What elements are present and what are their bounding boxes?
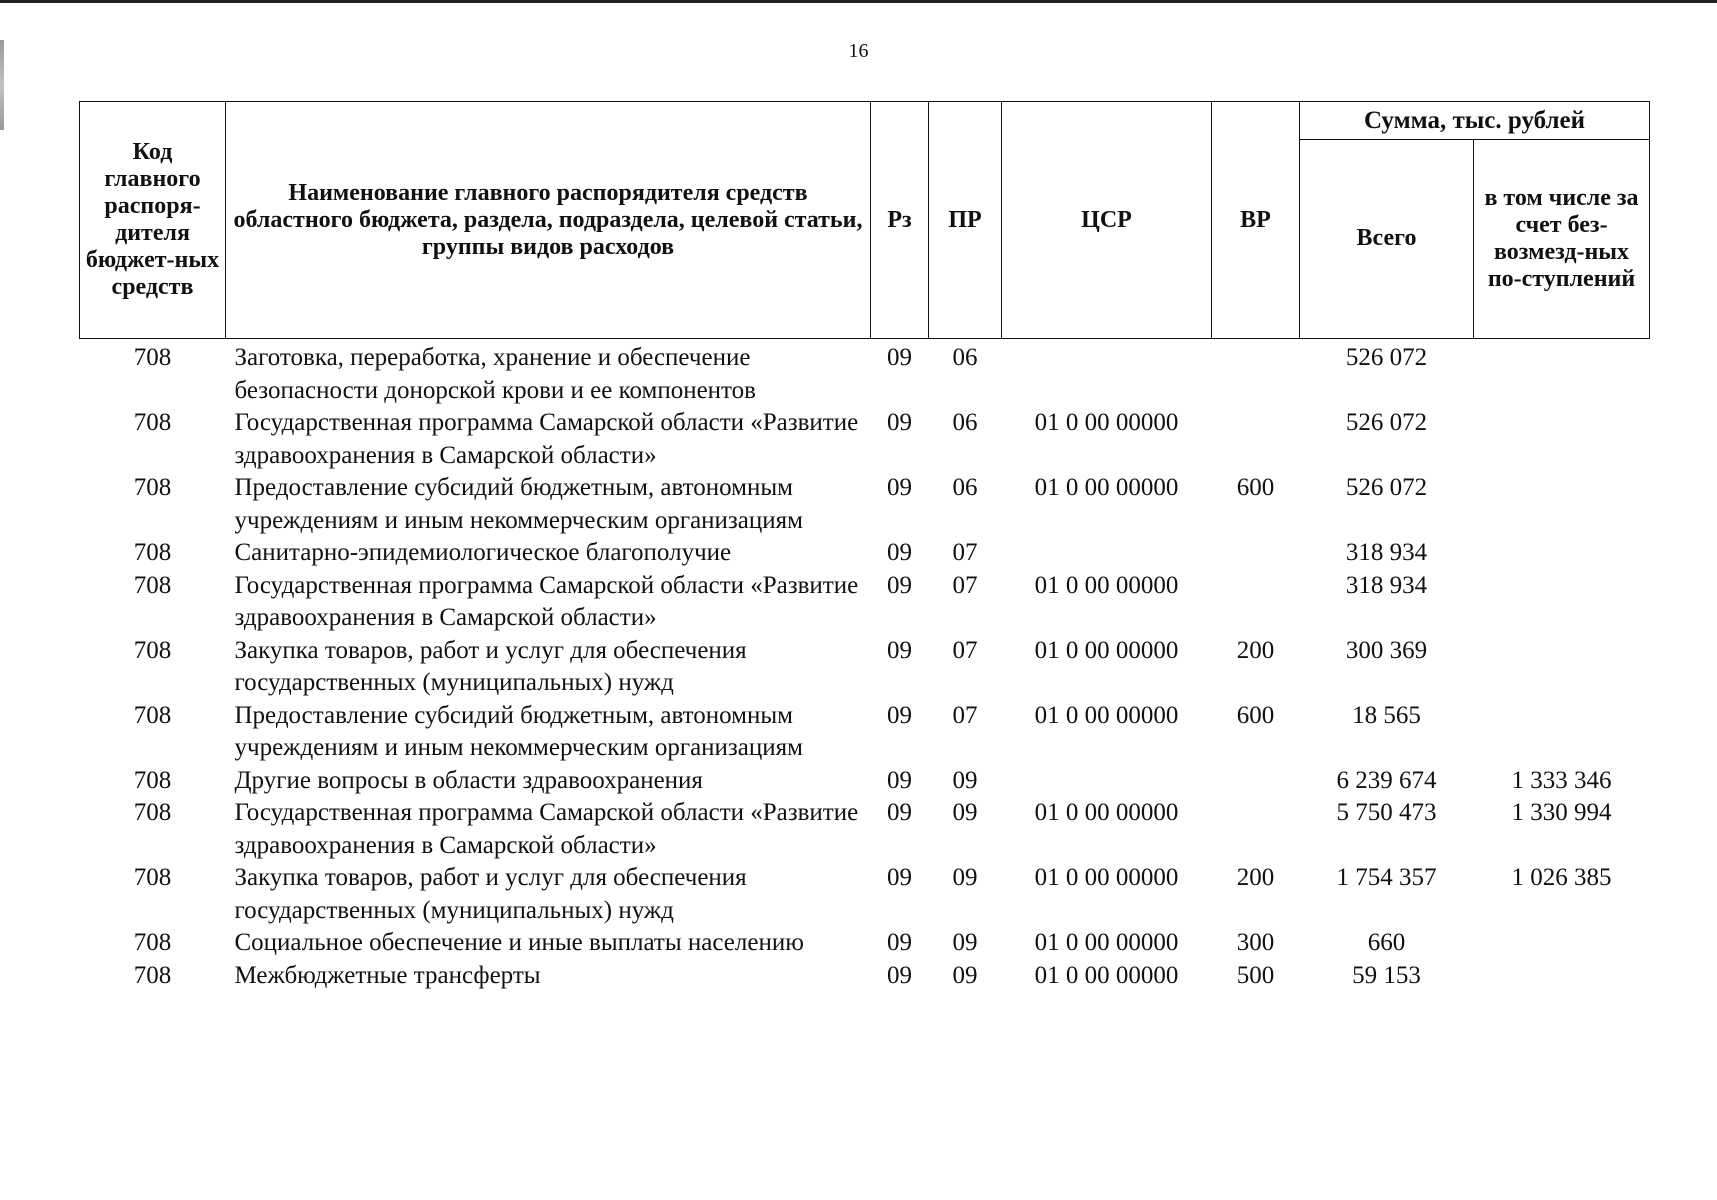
header-pr: ПР: [929, 102, 1002, 339]
cell-pr: 09: [952, 799, 978, 826]
cell-free: [1474, 960, 1650, 993]
cell-free: [1474, 407, 1650, 472]
table-row: [80, 537, 1650, 570]
cell-pr: 07: [952, 571, 978, 599]
budget-table: [79, 101, 1650, 992]
cell-free: [1474, 472, 1650, 537]
cell-pr: 09: [952, 929, 978, 956]
cell-total: 59 153: [1352, 961, 1421, 989]
table-row: [80, 862, 1650, 927]
table-row: [80, 700, 1650, 765]
cell-pr: 06: [952, 344, 978, 371]
cell-pr: 07: [952, 701, 978, 729]
cell-vr: 200: [1236, 636, 1275, 664]
cell-rz: 09: [887, 636, 912, 664]
cell-total: 318 934: [1345, 539, 1428, 566]
cell-vr: 600: [1236, 701, 1275, 729]
cell-vr: [1212, 765, 1300, 798]
cell-total: 18 565: [1352, 701, 1421, 729]
table-row: [80, 407, 1650, 472]
cell-free: [1474, 927, 1650, 960]
table-row: [80, 797, 1650, 862]
cell-rz: 09: [887, 864, 912, 891]
cell-total: 5 750 473: [1336, 799, 1437, 826]
cell-csr: 01 0 00 00000: [1034, 409, 1179, 436]
header-code: Код главного распоря-дителя бюджет-ных средств: [80, 102, 226, 339]
cell-csr: [1002, 537, 1212, 570]
cell-code: 708: [133, 799, 172, 826]
cell-name: Предоставление субсидий бюджетным, автономным учреждениям и иным некоммерческим организациям: [234, 474, 803, 534]
cell-code: 708: [133, 864, 172, 891]
cell-csr: 01 0 00 00000: [1034, 571, 1179, 599]
cell-code: 708: [133, 344, 172, 371]
cell-free: [1474, 570, 1650, 635]
cell-total: 526 072: [1345, 409, 1428, 436]
cell-total: 526 072: [1345, 474, 1428, 501]
cell-rz: 09: [887, 539, 912, 566]
cell-pr: 07: [952, 636, 978, 664]
header-name: Наименование главного распорядителя средств областного бюджета, раздела, подраздела, целевой статьи, группы видов расходов: [226, 102, 871, 339]
cell-name: Государственная программа Самарской области «Развитие здравоохранения в Самарской области»: [234, 409, 859, 469]
cell-code: 708: [133, 539, 172, 566]
header-csr: ЦСР: [1002, 102, 1212, 339]
cell-name: Межбюджетные трансферты: [234, 961, 541, 989]
cell-code: 708: [133, 929, 172, 956]
header-sum-group: Сумма, тыс. рублей: [1300, 102, 1650, 140]
cell-pr: 09: [952, 961, 978, 989]
cell-total: 1 754 357: [1336, 864, 1437, 891]
header-vr: ВР: [1212, 102, 1300, 339]
cell-pr: 06: [952, 474, 978, 501]
cell-vr: [1212, 407, 1300, 472]
cell-pr: 09: [952, 864, 978, 891]
cell-name: Социальное обеспечение и иные выплаты населению: [234, 929, 804, 956]
page-number: 16: [848, 40, 869, 62]
cell-pr: 07: [952, 539, 978, 566]
cell-code: 708: [133, 571, 172, 599]
cell-rz: 09: [887, 474, 912, 501]
cell-total: 318 934: [1345, 571, 1428, 599]
table-row: [80, 960, 1650, 993]
cell-csr: [1002, 339, 1212, 408]
cell-name: Закупка товаров, работ и услуг для обеспечения государственных (муниципальных) нужд: [234, 864, 747, 924]
cell-rz: 09: [887, 961, 912, 989]
cell-rz: 09: [887, 929, 912, 956]
cell-free: 1 333 346: [1511, 766, 1612, 794]
cell-name: Заготовка, переработка, хранение и обеспечение безопасности донорской крови и ее компонентов: [234, 344, 756, 404]
cell-rz: 09: [887, 344, 912, 371]
top-border-line: [0, 0, 1717, 3]
cell-csr: 01 0 00 00000: [1034, 864, 1179, 891]
cell-total: 526 072: [1345, 344, 1428, 371]
cell-free: 1 026 385: [1511, 864, 1612, 891]
cell-free: [1474, 635, 1650, 700]
cell-vr: [1212, 797, 1300, 862]
cell-rz: 09: [887, 766, 912, 794]
cell-rz: 09: [887, 571, 912, 599]
cell-pr: 06: [952, 409, 978, 436]
cell-free: 1 330 994: [1511, 799, 1612, 826]
cell-rz: 09: [887, 409, 912, 436]
cell-code: 708: [133, 636, 172, 664]
cell-vr: [1212, 537, 1300, 570]
header-free: в том числе за счет без-возмезд-ных по-ступлений: [1474, 139, 1650, 338]
cell-free: [1474, 537, 1650, 570]
cell-vr: 300: [1236, 929, 1275, 956]
cell-pr: 09: [952, 766, 978, 794]
cell-name: Предоставление субсидий бюджетным, автономным учреждениям и иным некоммерческим организациям: [234, 701, 803, 761]
cell-csr: 01 0 00 00000: [1034, 474, 1179, 501]
cell-name: Санитарно-эпидемиологическое благополучие: [234, 539, 732, 566]
cell-total: 300 369: [1345, 636, 1428, 664]
cell-vr: 600: [1236, 474, 1275, 501]
cell-name: Государственная программа Самарской области «Развитие здравоохранения в Самарской области»: [234, 571, 859, 631]
cell-code: 708: [133, 766, 172, 794]
cell-csr: 01 0 00 00000: [1034, 701, 1179, 729]
cell-code: 708: [133, 701, 172, 729]
cell-csr: 01 0 00 00000: [1034, 636, 1179, 664]
cell-code: 708: [133, 961, 172, 989]
cell-csr: 01 0 00 00000: [1034, 799, 1179, 826]
cell-name: Другие вопросы в области здравоохранения: [234, 766, 703, 794]
cell-vr: [1212, 339, 1300, 408]
table-row: [80, 765, 1650, 798]
cell-csr: [1002, 765, 1212, 798]
cell-vr: [1212, 570, 1300, 635]
table-row: [80, 339, 1650, 408]
table-row: [80, 635, 1650, 700]
cell-total: 660: [1367, 929, 1406, 956]
cell-free: [1474, 700, 1650, 765]
cell-name: Государственная программа Самарской области «Развитие здравоохранения в Самарской области»: [234, 799, 859, 859]
cell-total: 6 239 674: [1336, 766, 1437, 794]
table-row: [80, 472, 1650, 537]
table-body: [80, 339, 1650, 993]
cell-code: 708: [133, 409, 172, 436]
cell-name: Закупка товаров, работ и услуг для обеспечения государственных (муниципальных) нужд: [234, 636, 747, 696]
cell-vr: 200: [1236, 864, 1275, 891]
table-header: [80, 102, 1650, 339]
cell-rz: 09: [887, 799, 912, 826]
cell-csr: 01 0 00 00000: [1034, 929, 1179, 956]
table-row: [80, 570, 1650, 635]
cell-csr: 01 0 00 00000: [1034, 961, 1179, 989]
cell-vr: 500: [1236, 961, 1275, 989]
cell-free: [1474, 339, 1650, 408]
cell-rz: 09: [887, 701, 912, 729]
header-rz: Рз: [871, 102, 929, 339]
cell-code: 708: [133, 474, 172, 501]
table-row: [80, 927, 1650, 960]
header-total: Всего: [1300, 139, 1474, 338]
